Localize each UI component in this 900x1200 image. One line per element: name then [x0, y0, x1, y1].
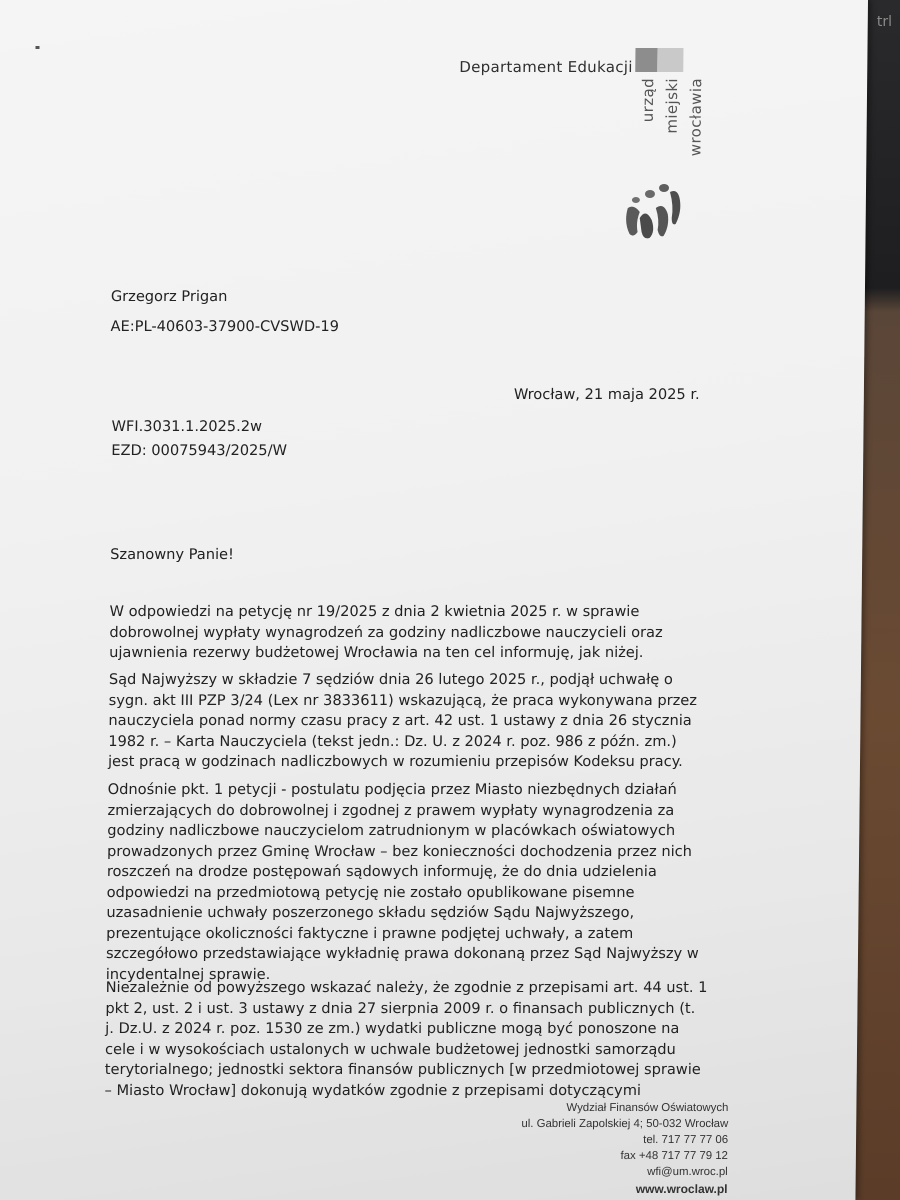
paragraph-line: j. Dz.U. z 2024 r. poz. 1530 ze zm.) wydatki publiczne mogą być ponoszone na [105, 1020, 680, 1037]
paragraph-line: Niezależnie od powyższego wskazać należy, że zgodnie z przepisami art. 44 ust. 1 [105, 979, 708, 996]
paragraph-line: odpowiedzi na przedmiotową petycję nie zostało opublikowane pisemne [106, 883, 635, 901]
footer-unit: Wydział Finansów Oświatowych [566, 1102, 729, 1114]
paragraph-line: dobrowolnej wypłaty wynagrodzeń za godziny nadliczbowe nauczycieli oraz [109, 623, 663, 641]
dwarf-emblem-icon [619, 178, 690, 244]
paragraph-line: zmierzających do dobrowolnej i zgodnej z prawem wypłaty wynagrodzenia za [107, 801, 675, 819]
department-name: Departament Edukacji [459, 58, 633, 76]
paragraph-line: jest pracą w godzinach nadliczbowych w rozumieniu przepisów Kodeksu pracy. [107, 753, 683, 770]
paragraph-line: nauczyciela ponad normy czasu pracy z art. 42 ust. 1 ustawy z dnia 26 stycznia [108, 712, 692, 729]
paragraph-line: incydentalnej sprawie. [105, 965, 271, 983]
logo-text-line: wrocławia [686, 78, 706, 157]
keyboard-key-label: trl [876, 14, 892, 30]
place-and-date: Wrocław, 21 maja 2025 r. [513, 386, 700, 403]
paragraph-line: roszczeń na drodze postępowań sądowych informuję, że do dnia udzielenia [106, 863, 657, 880]
footer-phone: tel. 717 77 77 06 [643, 1134, 729, 1146]
paragraph-line: pkt 2, ust. 2 i ust. 3 ustawy z dnia 27 sierpnia 2009 r. o finansach publicznych (t. [105, 999, 696, 1017]
paragraph-line: prowadzonych przez Gminę Wrocław – bez konieczności dochodzenia przez nich [106, 842, 693, 860]
logo-text-line: urząd [638, 78, 658, 123]
paragraph-line: – Miasto Wrocław] dokonują wydatków zgodnie z przepisami dotyczącymi [104, 1081, 642, 1099]
paragraph-line: Odnośnie pkt. 1 petycji - postulatu podjęcia przez Miasto niezbędnych działań [107, 781, 677, 798]
paragraph [108, 670, 697, 773]
recipient-id: AE:PL-40603-37900-CVSWD-19 [110, 318, 340, 335]
paragraph [104, 978, 707, 1101]
footer-address: ul. Gabrieli Zapolskiej 4; 50-032 Wrocław [521, 1118, 729, 1130]
logo-square-dark [635, 48, 657, 72]
paragraph-line: Sąd Najwyższy w składzie 7 sędziów dnia 26 lutego 2025 r., podjął uchwałę o [108, 671, 673, 688]
paragraph-line: godziny nadliczbowe nauczycielom zatrudnionym w placówkach oświatowych [107, 822, 676, 839]
paragraph-line: W odpowiedzi na petycję nr 19/2025 z dnia 2 kwietnia 2025 r. w sprawie [109, 603, 640, 620]
recipient-name: Grzegorz Prigan [110, 288, 228, 305]
paragraph [109, 602, 663, 664]
footer-website: www.wroclaw.pl [635, 1182, 728, 1196]
paragraph-line: sygn. akt III PZP 3/24 (Lex nr 3833611) wskazującą, że praca wykonywana przez [108, 691, 698, 709]
footer-fax: fax +48 717 77 79 12 [620, 1150, 728, 1162]
paragraph [106, 780, 701, 985]
paragraph-line: prezentujące okoliczności faktyczne i prawne podjętej uchwały, a zatem [106, 924, 634, 942]
case-number: WFI.3031.1.2025.2w [111, 418, 263, 435]
paragraph-line: cele i w wysokościach ustalonych w uchwale budżetowej jednostki samorządu [104, 1040, 676, 1058]
paper-speck [35, 46, 39, 49]
logo-square-light [657, 48, 683, 72]
paragraph-line: 1982 r. – Karta Nauczyciela (tekst jedn.: Dz. U. z 2024 r. poz. 986 z późn. zm.) [108, 732, 677, 750]
salutation: Szanowny Panie! [110, 546, 235, 563]
paragraph-line: terytorialnego; jednostki sektora finansów publicznych [w przedmiotowej sprawie [104, 1061, 701, 1078]
logo-text-line: miejski [662, 78, 682, 134]
paragraph-line: ujawnienia rezerwy budżetowej Wrocławia na ten cel informuję, jak niżej. [109, 644, 644, 661]
ezd-number: EZD: 00075943/2025/W [111, 442, 288, 459]
paragraph-line: uzasadnienie uchwały poszerzonego składu sędziów Sądu Najwyższego, [106, 904, 635, 921]
paragraph-line: szczegółowo przedstawiające wykładnię prawa dokonaną przez Sąd Najwyższy w [105, 945, 699, 962]
footer-email: wfi@um.wroc.pl [647, 1166, 728, 1178]
